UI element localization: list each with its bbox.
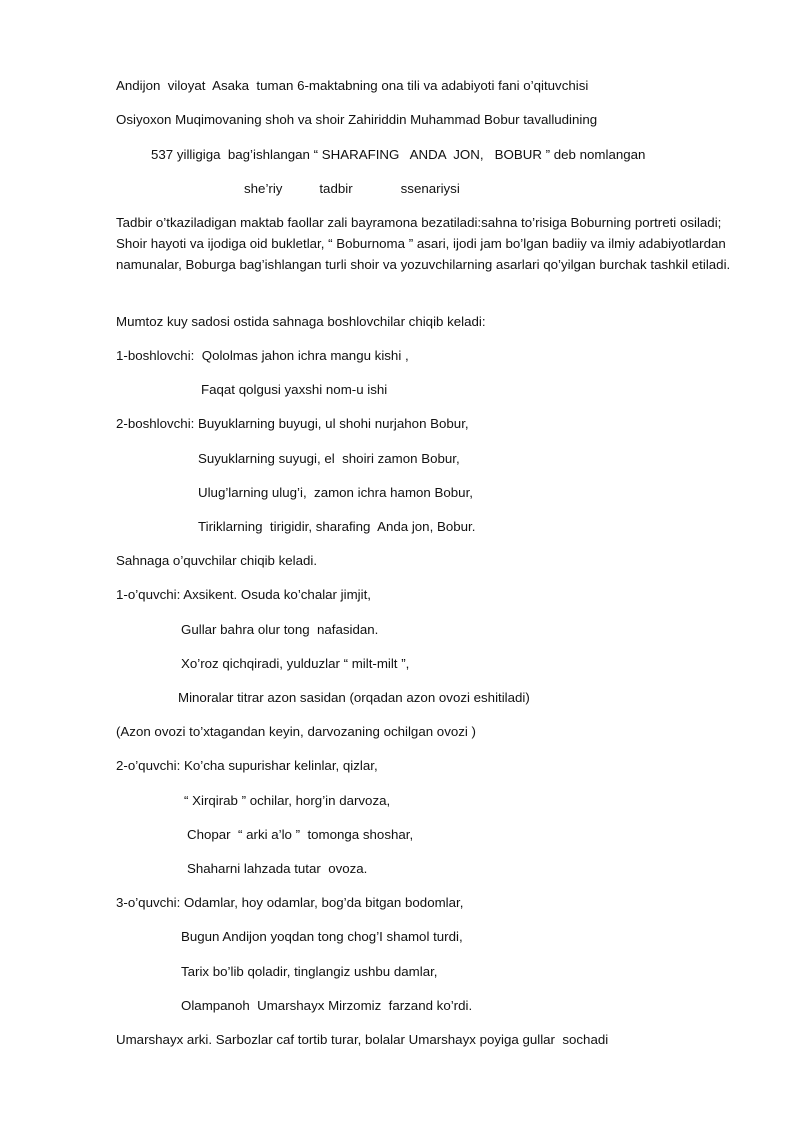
text-line: Umarshayx arki. Sarbozlar caf tortib turar, bolalar Umarshayx poyiga gullar sochadi [116, 1032, 609, 1047]
text-line: Bugun Andijon yoqdan tong chog’I shamol turdi, [181, 929, 463, 944]
header-line-1: Andijon viloyat Asaka tuman 6-maktabning ona tili va adabiyoti fani o’qituvchisi [116, 78, 589, 93]
text-line: 1-boshlovchi: Qololmas jahon ichra mangu kishi , [116, 348, 409, 363]
text-line: Shaharni lahzada tutar ovoza. [187, 861, 368, 876]
intro-paragraph: Tadbir o’tkaziladigan maktab faollar zali bayramona bezatiladi:sahna to’risiga Boburning portreti osiladi; Shoir hayoti va ijodiga oid bukletlar, “ Boburnoma ” asari, ijodi jam bo’lgan badiiy va ilmiy adabiyotlardan namunalar, Boburga bag’ishlangan turli shoir va yozuvchilarning asarlari qo’yilgan burchak tashkil etiladi. [116, 215, 731, 272]
text-line: Faqat qolgusi yaxshi nom-u ishi [201, 382, 388, 397]
text-line: Tarix bo’lib qoladir, tinglangiz ushbu damlar, [181, 964, 438, 979]
text-line: Minoralar titrar azon sasidan (orqadan azon ovozi eshitiladi) [178, 690, 530, 705]
text-line: Gullar bahra olur tong nafasidan. [181, 622, 379, 637]
document-title: she’riy tadbir ssenariysi [244, 181, 460, 196]
text-line: Sahnaga o’quvchilar chiqib keladi. [116, 553, 318, 568]
text-line: Suyuklarning suyugi, el shoiri zamon Bobur, [198, 451, 460, 466]
text-line: (Azon ovozi to’xtagandan keyin, darvozaning ochilgan ovozi ) [116, 724, 476, 739]
text-line: 2-boshlovchi: Buyuklarning buyugi, ul shohi nurjahon Bobur, [116, 416, 469, 431]
text-line: Olampanoh Umarshayx Mirzomiz farzand ko’rdi. [181, 998, 473, 1013]
text-line: 1-o’quvchi: Axsikent. Osuda ko’chalar jimjit, [116, 587, 371, 602]
header-line-2: Osiyoxon Muqimovaning shoh va shoir Zahiriddin Muhammad Bobur tavalludining [116, 112, 598, 127]
text-line: Xo’roz qichqiradi, yulduzlar “ milt-milt ”, [181, 656, 410, 671]
text-line: Mumtoz kuy sadosi ostida sahnaga boshlovchilar chiqib keladi: [116, 314, 486, 329]
text-line: Ulug’larning ulug’i, zamon ichra hamon Bobur, [198, 485, 473, 500]
text-line: “ Xirqirab ” ochilar, horg’in darvoza, [184, 793, 391, 808]
text-line: 2-o’quvchi: Ko’cha supurishar kelinlar, qizlar, [116, 758, 378, 773]
text-line: 3-o’quvchi: Odamlar, hoy odamlar, bog’da bitgan bodomlar, [116, 895, 464, 910]
header-line-3: 537 yilligiga bag’ishlangan “ SHARAFING ANDA JON, BOBUR ” deb nomlangan [151, 147, 646, 162]
text-line: Chopar “ arki a’lo ” tomonga shoshar, [187, 827, 414, 842]
text-line: Tiriklarning tirigidir, sharafing Anda jon, Bobur. [198, 519, 476, 534]
